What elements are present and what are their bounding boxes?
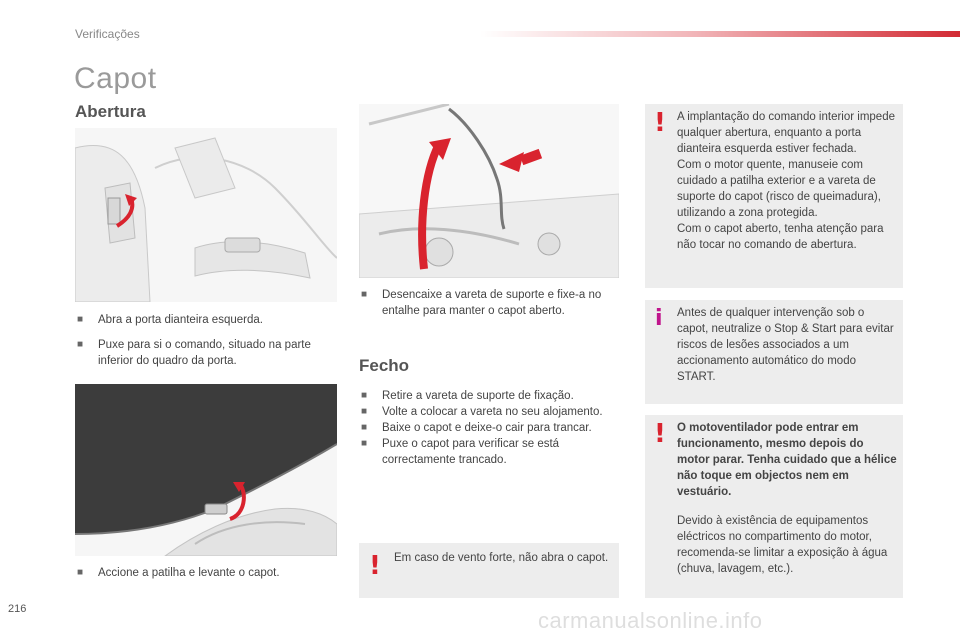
fan-warning-bold-text: O motoventilador pode entrar em funcionamento, mesmo depois do motor parar. Tenha cuidado que a hélice não toque em objectos nem em vestuário.: [677, 422, 897, 498]
bullet-marker: ■: [361, 390, 368, 401]
opening-step-prop-rod: ■ Desencaixe a vareta de suporte e fixe-a no entalhe para manter o capot aberto.: [361, 289, 602, 317]
page-title: Capot: [74, 62, 157, 95]
wind-warning-text: Em caso de vento forte, não abra o capot.: [394, 552, 609, 564]
interior-control-warning-text: A implantação do comando interior impede qualquer abertura, enquanto a porta dianteira esquerda estiver fechada. Com o motor quente, manuseie com cuidado a patilha exterior e a vareta de suporte do capot (risco de queimadura), utilizando a zona protegida. Com o capot aberto, tenha atenção para não tocar no comando de abertura.: [677, 111, 895, 251]
header-accent-bar: [480, 31, 960, 37]
fan-warning-box: [645, 415, 903, 598]
closing-step-3: ■ Baixe o capot e deixe-o cair para trancar.: [361, 422, 592, 434]
watermark: carmanualsonline.info: [538, 608, 763, 633]
warning-icon: !: [654, 419, 666, 449]
wind-warning-box: [359, 543, 619, 598]
bullet-marker: ■: [361, 422, 368, 433]
prop-rod-illustration: [359, 104, 619, 278]
opening-step-1: ■ Abra a porta dianteira esquerda.: [77, 314, 263, 326]
opening-step-2: ■ Puxe para si o comando, situado na parte inferior do quadro da porta.: [77, 339, 311, 367]
opening-heading: Abertura: [75, 102, 146, 121]
info-icon: i: [655, 306, 663, 331]
warning-icon: !: [369, 551, 381, 581]
bonnet-latch-illustration: [75, 384, 337, 556]
bullet-marker: ■: [77, 339, 84, 350]
closing-heading: Fecho: [359, 356, 410, 375]
bullet-marker: ■: [361, 406, 368, 417]
warning-icon: !: [654, 108, 666, 138]
closing-step-1: ■ Retire a vareta de suporte de fixação.: [361, 390, 574, 402]
closing-step-4: ■ Puxe o capot para verificar se está correctamente trancado.: [361, 438, 560, 466]
bullet-marker: ■: [361, 438, 368, 449]
page-number: 216: [8, 603, 27, 615]
door-interior-illustration: [75, 128, 337, 302]
section-title: Verificações: [75, 27, 140, 41]
bullet-marker: ■: [361, 289, 368, 300]
interior-control-warning-box: [645, 104, 903, 288]
opening-step-3: ■ Accione a patilha e levante o capot.: [77, 567, 280, 579]
stop-start-info-box: [645, 300, 903, 404]
closing-step-2: ■ Volte a colocar a vareta no seu alojamento.: [361, 406, 603, 418]
bullet-marker: ■: [77, 567, 84, 578]
bullet-marker: ■: [77, 314, 84, 325]
stop-start-info-text: Antes de qualquer intervenção sob o capot, neutralize o Stop & Start para evitar riscos de lesões associados a um accionamento automático do modo START.: [677, 307, 894, 383]
fan-warning-text: Devido à existência de equipamentos eléctricos no compartimento do motor, recomenda-se limitar a exposição à água (chuva, lavagem, etc.).: [677, 515, 888, 575]
